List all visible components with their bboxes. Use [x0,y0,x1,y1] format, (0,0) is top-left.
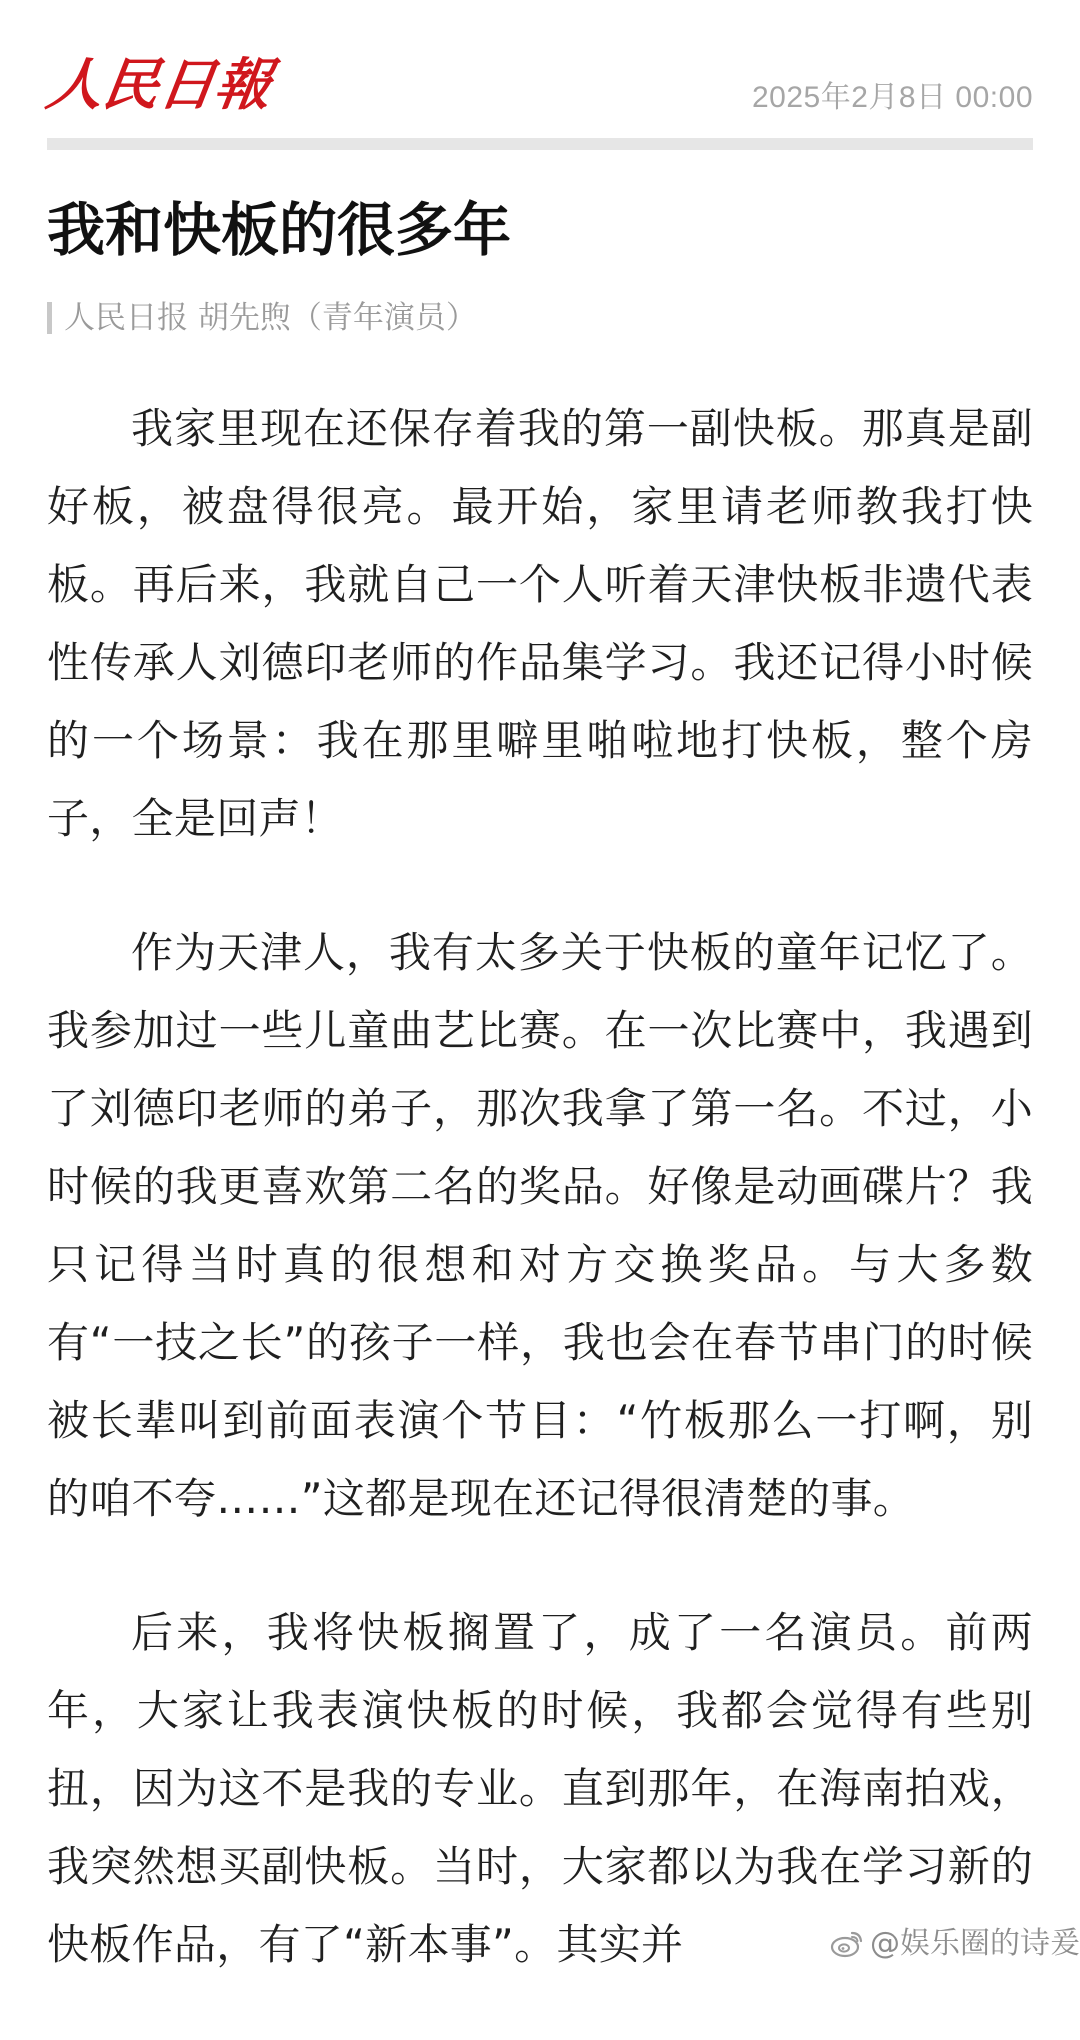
logo-text: 人民日報 [42,52,276,118]
byline [47,296,477,340]
article-body [47,390,1033,2040]
article-title: 我和快板的很多年 [47,196,512,264]
byline-bar [47,302,52,334]
weibo-icon [830,1927,864,1961]
publish-date: 2025年2月8日 00:00 [751,81,1033,114]
masthead [42,0,1033,140]
watermark-text: @娱乐圈的诗爰 [870,1926,1080,1961]
paragraph-1: 我家里现在还保存着我的第一副快板。那真是副好板，被盘得很亮。最开始，家里请老师教我打快板。再后来，我就自己一个人听着天津快板非遗代表性传承人刘德印老师的作品集学习。我还记得小时候的一个场景：我在那里噼里啪啦地打快板，整个房子，全是回声！ [47,404,1033,843]
weibo-watermark [830,1924,1080,1964]
byline-text: 人民日报 胡先煦（青年演员） [64,300,477,336]
paragraph-3: 后来，我将快板搁置了，成了一名演员。前两年，大家让我表演快板的时候，我都会觉得有些别扭，因为这不是我的专业。直到那年，在海南拍戏，我突然想买副快板。当时，大家都以为我在学习新的快板作品，有了“新本事”。其实并 [47,1608,1033,1969]
paragraph-2: 作为天津人，我有太多关于快板的童年记忆了。我参加过一些儿童曲艺比赛。在一次比赛中，我遇到了刘德印老师的弟子，那次我拿了第一名。不过，小时候的我更喜欢第二名的奖品。好像是动画碟片？我只记得当时真的很想和对方交换奖品。与大多数有“一技之长”的孩子一样，我也会在春节串门的时候被长辈叫到前面表演个节目：“竹板那么一打啊，别的咱不夸……”这都是现在还记得很清楚的事。 [47,928,1033,1523]
people-daily-logo [42,46,276,124]
header-divider [47,138,1033,150]
